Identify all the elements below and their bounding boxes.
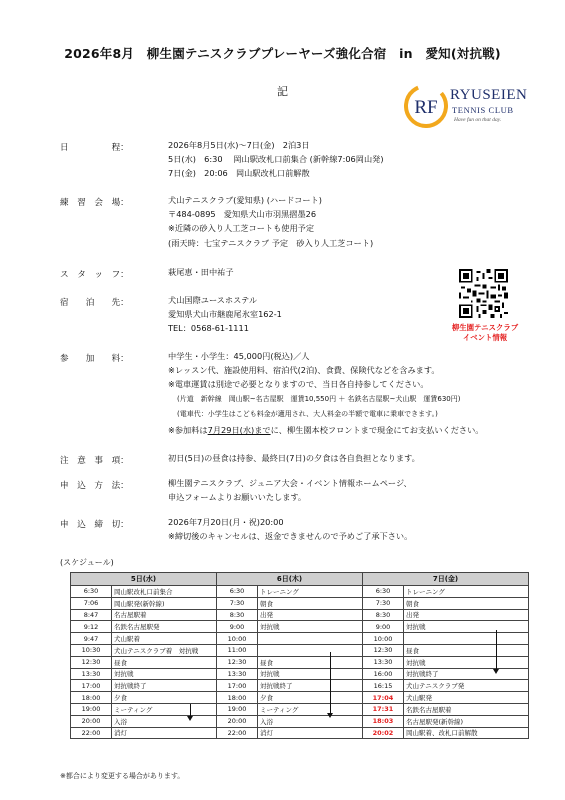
schedule-time: 6:30 xyxy=(71,586,112,598)
schedule-time: 11:00 xyxy=(217,644,258,656)
value-schedule: 2026年8月5日(水)～7日(金) 2泊3日 5日(水) 6:30 岡山駅改札口前集合 (新幹線7:06岡山発) 7日(金) 20:06 岡山駅改札口前解散 xyxy=(168,140,384,179)
schedule-time: 12:30 xyxy=(71,656,112,668)
schedule-event: 名古屋駅着 xyxy=(112,609,217,621)
schedule-time: 18:03 xyxy=(363,715,404,727)
schedule-event: 入浴 xyxy=(258,715,363,727)
arrow-head-day7 xyxy=(493,669,499,674)
schedule-time: 20:02 xyxy=(363,727,404,739)
fare-child-note: (電車代：小学生はこども料金が適用され、大人料金の半額で電車に乗車できます。) xyxy=(177,410,438,418)
schedule-time: 17:00 xyxy=(71,680,112,692)
schedule-time: 7:06 xyxy=(71,597,112,609)
value-fee: 中学生・小学生：45,000円(税込)／人 ※レッスン代、施設使用料、宿泊代(2泊)、食費、保険代などを含みます。 ※電車運賃は別途で必要となりますので、当日各自持参してください。 xyxy=(168,351,440,390)
document-title: 2026年8月 柳生園テニスクラブプレーヤーズ強化合宿 in 愛知(対抗戦) xyxy=(64,46,501,61)
table-row xyxy=(71,609,529,621)
label-lodging: 宿 泊 先： xyxy=(60,298,129,308)
table-row xyxy=(71,680,529,692)
ryuseien-logo xyxy=(404,84,554,130)
value-notes: 初日(5日)の昼食は持参、最終日(7日)の夕食は各自負担となります。 xyxy=(168,453,420,463)
schedule-time: 10:00 xyxy=(363,633,404,645)
logo-name: RYUSEIEN xyxy=(450,87,528,103)
schedule-time: 22:00 xyxy=(217,727,258,739)
schedule-time: 19:00 xyxy=(71,703,112,715)
schedule-time: 8:47 xyxy=(71,609,112,621)
schedule-time: 8:30 xyxy=(217,609,258,621)
schedule-note: ※都合により変更する場合があります。 xyxy=(60,772,185,780)
arrow-day6 xyxy=(330,652,331,714)
logo-mark-icon xyxy=(404,84,448,128)
label-deadline: 申 込 締 切： xyxy=(60,520,129,530)
schedule-time: 9:12 xyxy=(71,621,112,633)
table-row xyxy=(71,644,529,656)
schedule-time: 18:00 xyxy=(71,692,112,704)
qr-caption[interactable]: 柳生園テニスクラブ イベント情報 xyxy=(451,323,519,342)
schedule-event: 対抗戦 xyxy=(404,621,529,633)
schedule-event: 昼食 xyxy=(112,656,217,668)
header-day6: 6日(木) xyxy=(217,573,363,586)
schedule-time: 9:47 xyxy=(71,633,112,645)
schedule-event: 対抗戦終了 xyxy=(258,680,363,692)
value-venue: 犬山テニスクラブ(愛知県) (ハードコート) 〒484-0895 愛知県犬山市羽黒摺墨26 ※近隣の砂入り人工芝コートも使用予定 (雨天時：七宝テニスクラブ 予定 砂入り人工芝コート) xyxy=(168,195,374,248)
label-venue: 練 習 会 場： xyxy=(60,198,129,208)
schedule-time: 10:00 xyxy=(217,633,258,645)
schedule-event: 消灯 xyxy=(112,727,217,739)
schedule-event: 出発 xyxy=(258,609,363,621)
svg-text:RF: RF xyxy=(414,97,438,118)
schedule-time: 13:30 xyxy=(71,668,112,680)
schedule-event: 対抗戦 xyxy=(112,668,217,680)
schedule-event: 犬山テニスクラブ発 xyxy=(404,680,529,692)
table-row xyxy=(71,715,529,727)
schedule-event: ミーティング xyxy=(258,703,363,715)
value-apply: 柳生園テニスクラブ、ジュニア大会・イベント情報ホームページ、 申込フォームよりお願いいたします。 xyxy=(168,478,412,503)
schedule-time: 18:00 xyxy=(217,692,258,704)
schedule-event: 岡山駅改札口前集合 xyxy=(112,586,217,598)
table-row xyxy=(71,597,529,609)
table-row xyxy=(71,656,529,668)
table-row xyxy=(71,633,529,645)
schedule-time: 6:30 xyxy=(363,586,404,598)
schedule-event: 夕食 xyxy=(258,692,363,704)
schedule-event: 昼食 xyxy=(404,644,529,656)
schedule-time: 7:30 xyxy=(217,597,258,609)
table-row xyxy=(71,586,529,598)
schedule-time: 7:30 xyxy=(363,597,404,609)
schedule-time: 9:00 xyxy=(363,621,404,633)
schedule-time: 6:30 xyxy=(217,586,258,598)
schedule-event xyxy=(404,633,529,645)
schedule-event: 夕食 xyxy=(112,692,217,704)
label-schedule: 日 程： xyxy=(60,143,129,153)
schedule-event: トレーニング xyxy=(258,586,363,598)
arrow-day7 xyxy=(496,630,497,670)
schedule-label: (スケジュール) xyxy=(60,558,114,567)
schedule-event: 対抗戦 xyxy=(258,621,363,633)
schedule-event: 出発 xyxy=(404,609,529,621)
schedule-event: 朝食 xyxy=(258,597,363,609)
schedule-event: 名鉄名古屋駅発 xyxy=(112,621,217,633)
value-staff: 萩尾恵・田中祐子 xyxy=(168,267,234,277)
schedule-event: 名鉄名古屋駅着 xyxy=(404,703,529,715)
schedule-time: 13:30 xyxy=(363,656,404,668)
schedule-time: 12:30 xyxy=(363,644,404,656)
schedule-event: 岡山駅着、改札口前解散 xyxy=(404,727,529,739)
schedule-event: 犬山テニスクラブ着 対抗戦 xyxy=(112,644,217,656)
value-lodging: 犬山国際ユースホステル 愛知県犬山市継鹿尾氷室162-1 TEL：0568-61-1111 xyxy=(168,295,282,334)
schedule-time: 16:00 xyxy=(363,668,404,680)
schedule-time: 10:30 xyxy=(71,644,112,656)
logo-subname: TENNIS CLUB xyxy=(452,105,514,115)
logo-tagline: Have fun on that day. xyxy=(454,117,502,123)
label-fee: 参 加 料： xyxy=(60,354,129,364)
schedule-event: 犬山駅発 xyxy=(404,692,529,704)
fee-deadline: ※参加料は7月29日(水)までに、柳生園本校フロントまで現金にてお支払いください。 xyxy=(168,425,484,435)
schedule-time: 12:30 xyxy=(217,656,258,668)
schedule-event: 岡山駅発(新幹線) xyxy=(112,597,217,609)
schedule-time: 17:04 xyxy=(363,692,404,704)
schedule-time: 20:00 xyxy=(71,715,112,727)
fare-detail: (片道 新幹線 岡山駅~名古屋駅 運賃10,550円 ＋ 名鉄名古屋駅~犬山駅 運賃630円) xyxy=(177,395,461,403)
ki-heading: 記 xyxy=(277,85,288,98)
label-staff: ス タ ッ フ： xyxy=(60,270,129,280)
label-notes: 注 意 事 項： xyxy=(60,456,129,466)
schedule-time: 17:31 xyxy=(363,703,404,715)
table-row xyxy=(71,727,529,739)
header-day7: 7日(金) xyxy=(363,573,529,586)
qr-code-icon[interactable] xyxy=(459,269,508,318)
schedule-event: 朝食 xyxy=(404,597,529,609)
header-day5: 5日(水) xyxy=(71,573,217,586)
schedule-event: ミーティング xyxy=(112,703,217,715)
schedule-time: 16:15 xyxy=(363,680,404,692)
schedule-time: 13:30 xyxy=(217,668,258,680)
table-row xyxy=(71,703,529,715)
schedule-event: 対抗戦終了 xyxy=(112,680,217,692)
schedule-event: 対抗戦終了 xyxy=(404,668,529,680)
schedule-time: 20:00 xyxy=(217,715,258,727)
schedule-event xyxy=(258,644,363,656)
schedule-time: 9:00 xyxy=(217,621,258,633)
schedule-event: 昼食 xyxy=(258,656,363,668)
arrow-head-day5 xyxy=(187,716,193,721)
schedule-event: 対抗戦 xyxy=(404,656,529,668)
table-row xyxy=(71,668,529,680)
table-row xyxy=(71,621,529,633)
schedule-event: 消灯 xyxy=(258,727,363,739)
schedule-event xyxy=(258,633,363,645)
schedule-table xyxy=(70,572,529,739)
value-deadline: 2026年7月20日(月・祝)20:00 ※締切後のキャンセルは、返金できませんので予めご了承下さい。 xyxy=(168,517,413,542)
schedule-event: 対抗戦 xyxy=(258,668,363,680)
schedule-event: 入浴 xyxy=(112,715,217,727)
schedule-event: 犬山駅着 xyxy=(112,633,217,645)
label-apply: 申 込 方 法： xyxy=(60,481,129,491)
schedule-time: 17:00 xyxy=(217,680,258,692)
schedule-time: 19:00 xyxy=(217,703,258,715)
schedule-time: 22:00 xyxy=(71,727,112,739)
schedule-event: トレーニング xyxy=(404,586,529,598)
arrow-head-day6 xyxy=(327,713,333,718)
schedule-event: 名古屋駅発(新幹線) xyxy=(404,715,529,727)
table-row xyxy=(71,692,529,704)
schedule-time: 8:30 xyxy=(363,609,404,621)
